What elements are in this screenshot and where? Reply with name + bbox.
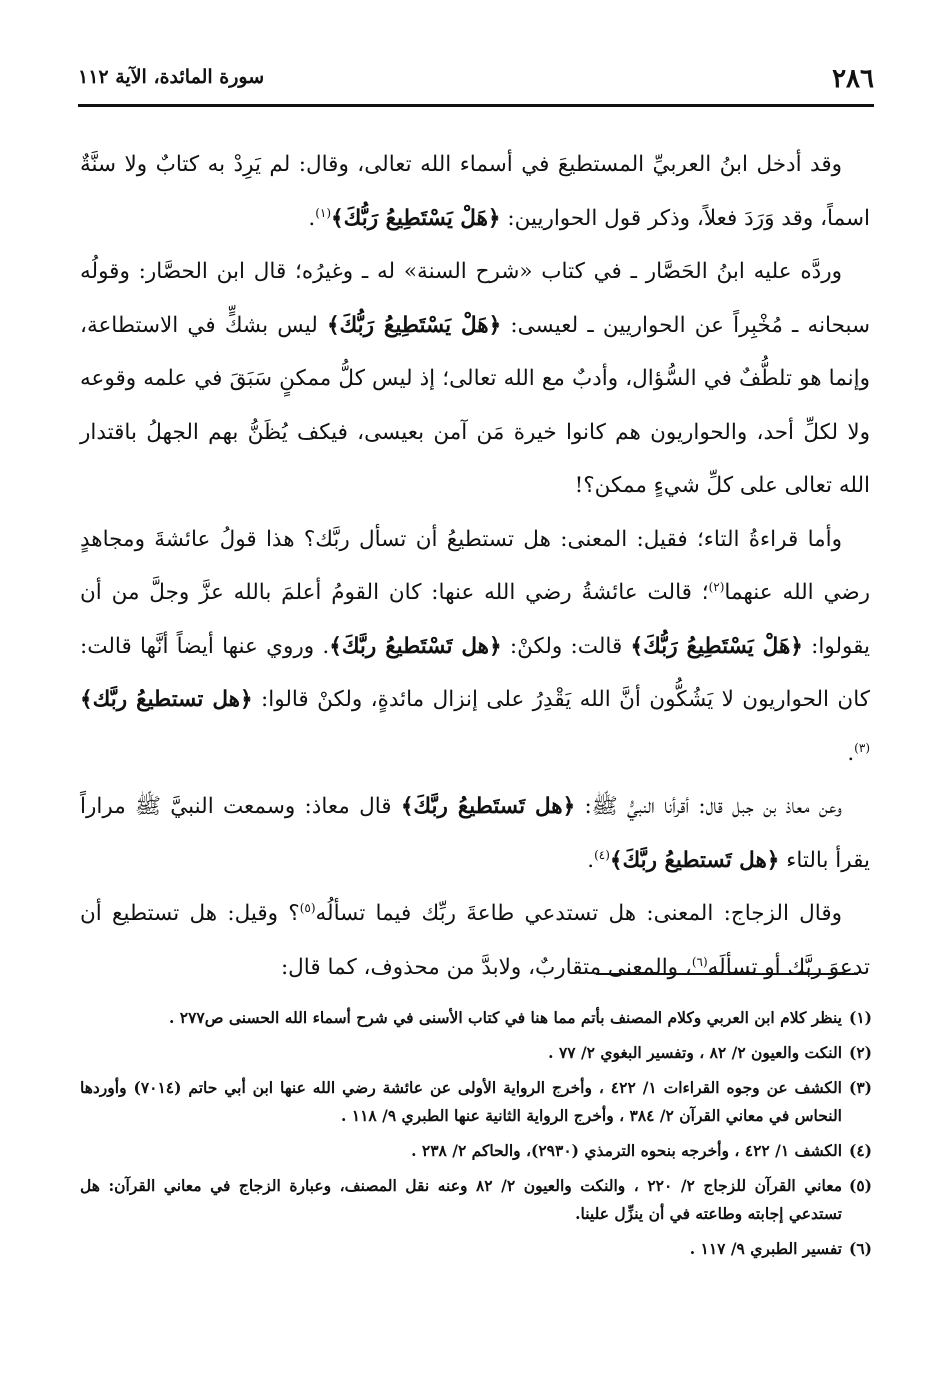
footnote-ref[interactable]: (٤) [594,847,610,862]
footnote-number: (٥) [848,1176,872,1195]
footnote-separator [596,973,858,975]
footnote-text: النكت والعيون ٢/ ٨٢ ، وتفسير البغوي ٢/ ٧٧ . [548,1043,842,1062]
text-run: وقد أدخل ابنُ العربيِّ المستطيعَ في أسماء الله تعالى، وقال: لم يَرِدْ به كتابٌ ولا سنَّةٌ اسماً، وقد وَرَدَ فعلاً، وذكر قول الحواريين: [80,152,870,231]
text-run: . [847,740,855,766]
quran-quote: ﴿هَلْ يَسْتَطِيعُ رَبُّكَ﴾ [326,312,502,338]
text-run: ، والمعنى متقاربٌ، ولابدَّ من محذوف، كما قال: [280,954,692,980]
paragraph-4 [80,780,870,887]
text-run: وأما قراءةُ التاء؛ فقيل: المعنى: هل تستطيعُ أن تسأل ربَّك؟ هذا قولُ عائشةَ ومجاهدٍ رضي الله عنهما [80,526,870,605]
page-number: ٢٨٦ [832,64,874,94]
footnote-ref[interactable]: (٢) [708,579,725,594]
text-run: قالت: ولكنْ: [501,633,631,659]
footnote-text: تفسير الطبري ٩/ ١١٧ . [689,1239,842,1258]
quran-quote: ﴿هل تَستطيعُ ربَّكَ﴾ [609,847,780,873]
text-run: وردَّه عليه ابنُ الحَصَّار ـ في كتاب «شرح السنة» له ـ وغيرُه؛ قال ابن الحصَّار: وقولُه سبحانه ـ مُخْبِراً عن الحواريين ـ لعيسى: [80,259,870,338]
paragraph-2 [80,245,870,513]
header-rule [78,104,874,107]
footnote-5 [80,1172,872,1228]
paragraph-3 [80,513,870,781]
footnote-4 [80,1137,872,1165]
quran-quote: ﴿هل تستطيعُ ربَّك﴾ [80,687,253,712]
footnote-text: ينظر كلام ابن العربي وكلام المصنف بأتم مما هنا في كتاب الأسنى في شرح أسماء الله الحسنى ص٢٧٧ . [168,1008,842,1027]
text-run: ؟ وقيل: هل تستطيع أن تدعوَ ربَّك أو تسألَه [80,901,870,980]
footnote-number: (١) [848,1008,872,1027]
text-run: ؛ قالت عائشةُ رضي الله عنها: كان القومُ أعلمَ بالله عزَّ وجلَّ من أن يقولوا: [80,580,870,659]
footnote-ref[interactable]: (٦) [691,954,708,969]
text-run: . [308,205,316,231]
footnote-number: (٦) [848,1239,872,1258]
footnote-text: الكشف ١/ ٤٢٢ ، وأخرجه بنحوه الترمذي (٢٩٣٠)، والحاكم ٢/ ٢٣٨ . [411,1141,842,1160]
footnote-ref[interactable]: (١) [315,205,332,220]
quran-quote: ﴿هَلْ يَسْتَطِيعُ رَبُّكَ﴾ [630,633,803,659]
footnotes [80,1004,872,1270]
text-run: . [587,847,595,873]
paragraph-1 [80,138,870,245]
quran-quote: ﴿هل تَسْتَطيعُ ربَّكَ﴾ [329,633,502,659]
running-title: سورة المائدة، الآية ١١٢ [78,66,265,88]
footnote-number: (٤) [848,1141,872,1160]
footnote-number: (٢) [848,1043,872,1062]
main-text [80,138,870,994]
footnote-ref[interactable]: (٣) [854,740,870,755]
footnote-6 [80,1235,872,1263]
quran-quote: ﴿هَلْ يَسْتَطِيعُ رَبُّكَ﴾ [331,205,501,231]
text-run: ليس بشكٍّ في الاستطاعة، وإنما هو تلطُّفٌ في السُّؤال، وأدبٌ مع الله تعالى؛ إذ ليس كلُّ ممكنٍ سَبَقَ في علمه وقوعه ولا لكلِّ أحد، والحواريون هم كانوا خيرة مَن آمن بعيسى، فيكف يُظَنُّ بهم الجهلُ باقتدار الله تعالى على كلِّ شيءٍ ممكن؟! [80,312,870,498]
text-run: وقال الزجاج: المعنى: هل تستدعي طاعةَ ربِّك فيما تسألُه [315,901,842,926]
footnote-text: الكشف عن وجوه القراءات ١/ ٤٢٢ ، وأخرج الرواية الأولى عن عائشة رضي الله عنها ابن أبي حاتم (٧٠١٤) وأوردها النحاس في معاني القرآن ٢/ ٣٨٤ ، وأخرج الرواية الثانية عنها الطبري ٩/ ١١٨ . [80,1078,842,1125]
footnote-ref[interactable]: (٥) [299,900,316,915]
text-run: . وروي عنها أيضاً أنَّها قالت: كان الحواريون لا يَشُكُّون أنَّ الله يَقْدِرُ على إنزال مائدةٍ، ولكنْ قالوا: [80,633,870,712]
footnote-2 [80,1039,872,1067]
quran-quote: ﴿هل تَستَطيعُ ربَّكَ﴾ [400,794,576,819]
footnote-3 [80,1074,872,1130]
footnote-number: (٣) [848,1078,872,1097]
text-run: قال معاذ: وسمعت النبيَّ ﷺ مراراً يقرأ بالتاء [80,794,870,873]
text-run: وعن معاذ بن جبل قال: أقرأنا النبيُّ ﷺ: [575,794,842,819]
footnote-1 [80,1004,872,1032]
page-header [78,62,874,102]
paragraph-5 [80,887,870,994]
footnote-text: معاني القرآن للزجاج ٢/ ٢٢٠ ، والنكت والعيون ٢/ ٨٢ وعنه نقل المصنف، وعبارة الزجاج في معاني القرآن: هل تستدعي إجابته وطاعته في أن ينزِّل علينا. [80,1176,842,1223]
